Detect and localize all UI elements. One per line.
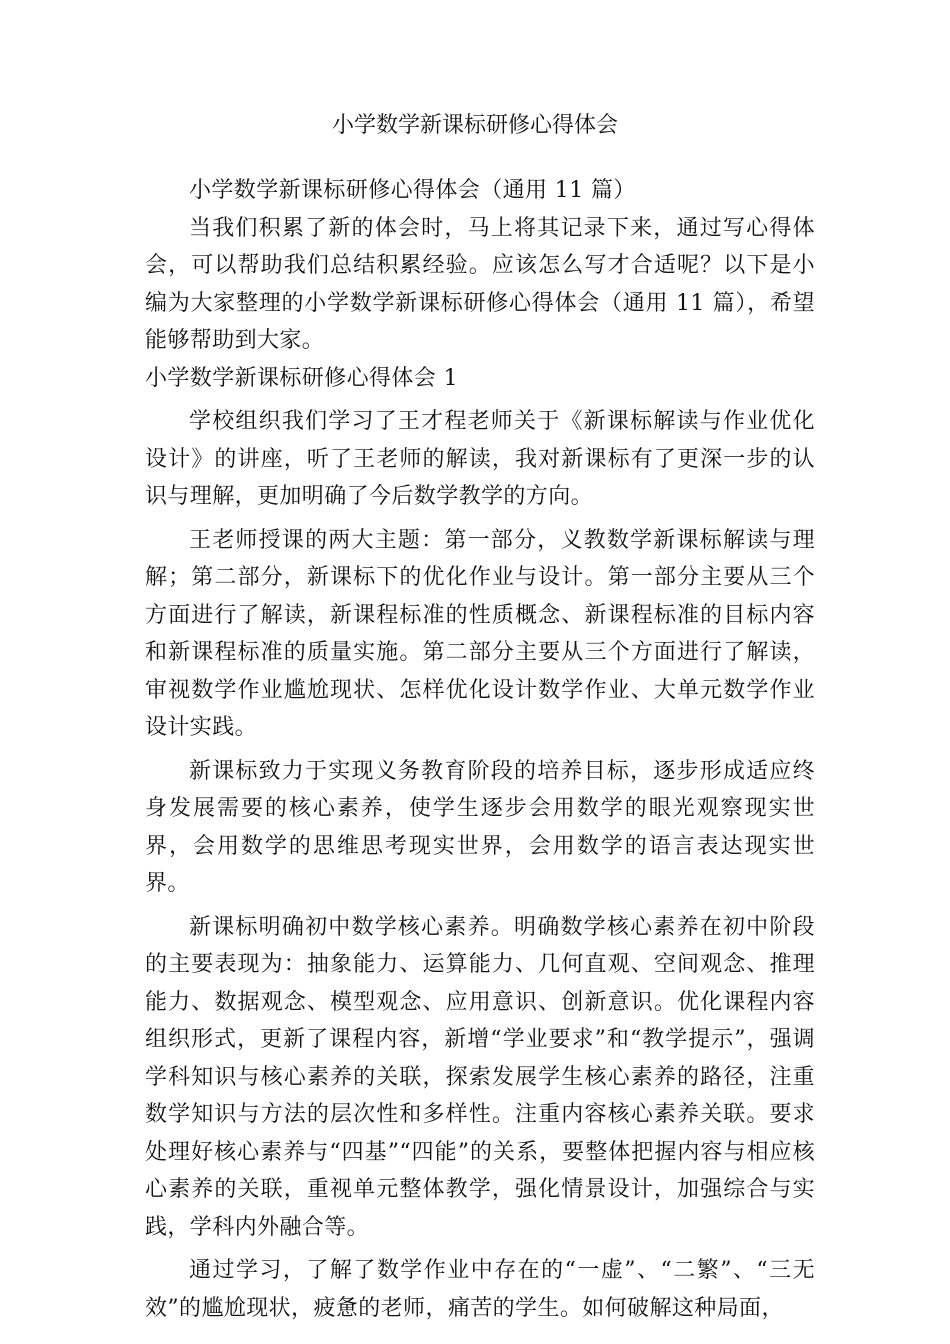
page-title: 小学数学新课标研修心得体会 [331,113,618,138]
document-subtitle: 小学数学新课标研修心得体会（通用 11 篇） [189,178,636,203]
body-paragraph-4: 新课标明确初中数学核心素养。明确数学核心素养在初中阶段的主要表现为：抽象能力、运算能力、几何直观、空间观念、推理能力、数据观念、模型观念、应用意识、创新意识。优化课程内容组织形式，更新了课程内容，新增“学业要求”和“教学提示”，强调学科知识与核心素养的关联，探索发展学生核心素养的路径，注重数学知识与方法的层次性和多样性。注重内容核心素养关联。要求处理好核心素养与“四基”“四能”的关系，要整体把握内容与相应核心素养的关联，重视单元整体教学，强化情景设计，加强综合与实践，学科内外融合等。 [145,914,815,1240]
document-body [145,172,815,1327]
body-paragraph-2: 王老师授课的两大主题：第一部分，义教数学新课标解读与理解；第二部分，新课标下的优化作业与设计。第一部分主要从三个方面进行了解读，新课程标准的性质概念、新课程标准的目标内容和新课程标准的质量实施。第二部分主要从三个方面进行了解读，审视数学作业尴尬现状、怎样优化设计数学作业、大单元数学作业设计实践。 [145,527,815,740]
body-paragraph-3: 新课标致力于实现义务教育阶段的培养目标，逐步形成适应终身发展需要的核心素养，使学生逐步会用数学的眼光观察现实世界，会用数学的思维思考现实世界，会用数学的语言表达现实世界。 [145,758,815,896]
body-paragraph-5: 通过学习，了解了数学作业中存在的“一虚”、“二繁”、“三无效”的尴尬现状，疲惫的老师，痛苦的学生。如何破解这种局面， [145,1258,815,1321]
section-heading: 小学数学新课标研修心得体会 1 [145,365,458,391]
intro-paragraph: 当我们积累了新的体会时，马上将其记录下来，通过写心得体会，可以帮助我们总结积累经验。应该怎么写才合适呢？以下是小编为大家整理的小学数学新课标研修心得体会（通用 11 篇），希望能够帮助到大家。 [145,215,815,353]
body-paragraph-1: 学校组织我们学习了王才程老师关于《新课标解读与作业优化设计》的讲座，听了王老师的解读，我对新课标有了更深一步的认识与理解，更加明确了今后数学教学的方向。 [145,409,815,509]
